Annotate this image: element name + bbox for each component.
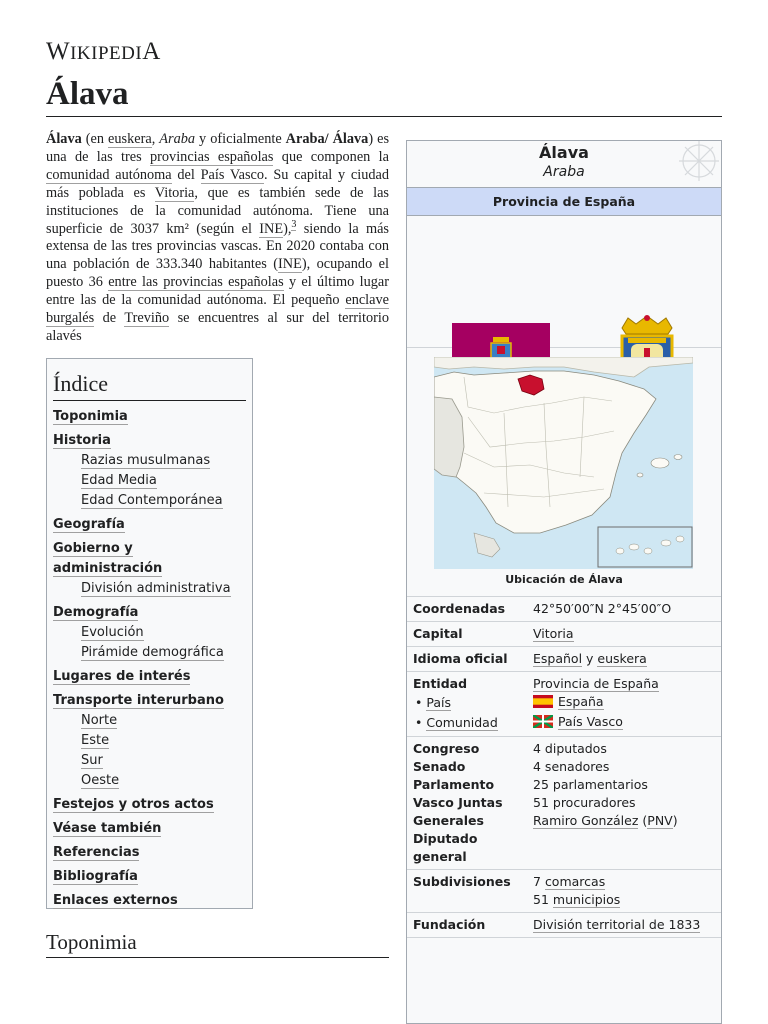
toc-item[interactable]: Pirámide demográfica <box>81 645 224 660</box>
ikurrina-flag-icon <box>533 715 553 728</box>
toc-item[interactable]: Historia <box>53 433 111 448</box>
row-entidad: Entidad Provincia de España • País España • Comunidad País Vasco <box>407 672 721 737</box>
party-link[interactable]: PNV <box>647 813 673 828</box>
toc-item[interactable]: Norte <box>81 713 118 728</box>
toc-item[interactable]: Razias musulmanas <box>81 453 211 468</box>
link-trevino[interactable]: Treviño <box>124 310 170 327</box>
infobox <box>406 140 722 1024</box>
table-of-contents <box>46 358 253 909</box>
link-ine-2[interactable]: INE <box>278 256 302 273</box>
infobox-symbols <box>407 216 721 348</box>
section-divider <box>46 957 389 958</box>
toc-list <box>53 407 246 911</box>
intro-paragraph: Álava (en euskera, Araba y oficialmente Araba/ Álava) es una de las tres provincias españolas que componen la comunidad autónoma del País Vasco. Su capital y ciudad más poblada es Vitoria, que es también sede de las instituciones de la comunidad autónoma. Tiene una superficie de 3037 km² (según el INE),$^3$ siendo la más extensa de las tres provincias vascas. En 2020 contaba con una población de 333.340 habitantes (INE), ocupando el puesto 36 entre las provincias españolas y el último lugar entre las de la comunidad autónoma. El pequeño enclave burgalés de Treviño se encuentres al sur del territorio alavés <box>46 131 390 344</box>
toc-item[interactable]: Festejos y otros actos <box>53 797 214 812</box>
toc-item[interactable]: Enlaces externos <box>53 893 178 908</box>
row-idioma: Idioma oficial Español y euskera <box>407 647 721 672</box>
wikipedia-wordmark[interactable]: WIKIPEDIA <box>46 38 161 65</box>
infobox-type <box>407 187 721 216</box>
pais-label-link[interactable]: País <box>426 695 451 710</box>
reference-3[interactable]: 3 <box>291 218 297 230</box>
link-pais-vasco[interactable]: País Vasco <box>200 166 265 183</box>
toc-item[interactable]: Gobierno y administración <box>53 541 163 576</box>
comunidad-label-link[interactable]: Comunidad <box>426 715 498 730</box>
map-caption: Ubicación de Álava <box>505 573 623 586</box>
toc-item[interactable]: Transporte interurbano <box>53 693 224 708</box>
toc-title: Índice <box>53 371 246 401</box>
row-subdivisiones: Subdivisiones 7 comarcas 51 municipios <box>407 870 721 913</box>
pais-link[interactable]: España <box>558 694 604 709</box>
municipios-link[interactable]: municipios <box>552 892 621 907</box>
link-vitoria[interactable]: Vitoria <box>154 184 195 201</box>
toc-item[interactable]: Véase también <box>53 821 162 836</box>
link-euskera[interactable]: euskera <box>108 131 152 147</box>
spain-flag-icon <box>533 695 553 708</box>
link-entre-provincias[interactable]: entre las provincias españolas <box>108 274 284 291</box>
row-capital: Capital Vitoria <box>407 622 721 647</box>
row-fundacion: Fundación División territorial de 1833 <box>407 913 721 938</box>
toc-item[interactable]: Bibliografía <box>53 869 138 884</box>
diputado-link[interactable]: Ramiro González <box>533 813 639 828</box>
entidad-link[interactable]: Provincia de España <box>533 676 659 691</box>
toc-item[interactable]: Lugares de interés <box>53 669 191 684</box>
toc-item[interactable]: Edad Media <box>81 473 157 488</box>
row-organos: Congreso Senado Parlamento Vasco Juntas Generales Diputado general 4 diputados 4 senadores 25 parlamentarios 51 procuradores Ramiro González (PNV) <box>407 737 721 870</box>
toc-item[interactable]: Oeste <box>81 773 120 788</box>
section-heading: Toponimia <box>46 930 137 954</box>
link-enclave[interactable]: enclave burgalés <box>46 292 389 327</box>
idioma-eu-link[interactable]: euskera <box>597 651 647 666</box>
spain-map-image[interactable] <box>434 357 693 569</box>
link-comunidad[interactable]: comunidad autónoma <box>46 166 172 183</box>
comunidad-link[interactable]: País Vasco <box>558 714 623 729</box>
toc-item[interactable]: Edad Contemporánea <box>81 493 223 508</box>
type-link[interactable]: Provincia de España <box>492 194 636 209</box>
capital-link[interactable]: Vitoria <box>533 626 574 641</box>
link-ine[interactable]: INE <box>259 220 284 237</box>
title-divider <box>46 116 722 117</box>
link-provincias[interactable]: provincias españolas <box>150 148 274 165</box>
comarcas-link[interactable]: comarcas <box>544 874 606 889</box>
toc-item[interactable]: División administrativa <box>81 581 231 596</box>
infobox-header <box>407 141 721 187</box>
page-title: Álava <box>46 76 129 112</box>
fundacion-link[interactable]: División territorial de 1833 <box>533 917 701 932</box>
toc-item[interactable]: Demografía <box>53 605 139 620</box>
toc-item[interactable]: Evolución <box>81 625 144 640</box>
row-coordenadas: Coordenadas 42°50′00″N 2°45′00″O <box>407 597 721 622</box>
location-map <box>407 348 721 597</box>
coordinates-link[interactable]: 42°50′00″N 2°45′00″O <box>533 601 672 616</box>
toc-item[interactable]: Referencias <box>53 845 140 860</box>
infobox-title: Álava <box>539 143 589 162</box>
toc-item[interactable]: Toponimia <box>53 409 128 424</box>
idioma-es-link[interactable]: Español <box>533 651 583 666</box>
infobox-alt-name: Araba <box>543 164 585 180</box>
toc-item[interactable]: Este <box>81 733 110 748</box>
compass-rose-icon <box>631 141 721 187</box>
toc-item[interactable]: Sur <box>81 753 103 768</box>
toc-item[interactable]: Geografía <box>53 517 125 532</box>
